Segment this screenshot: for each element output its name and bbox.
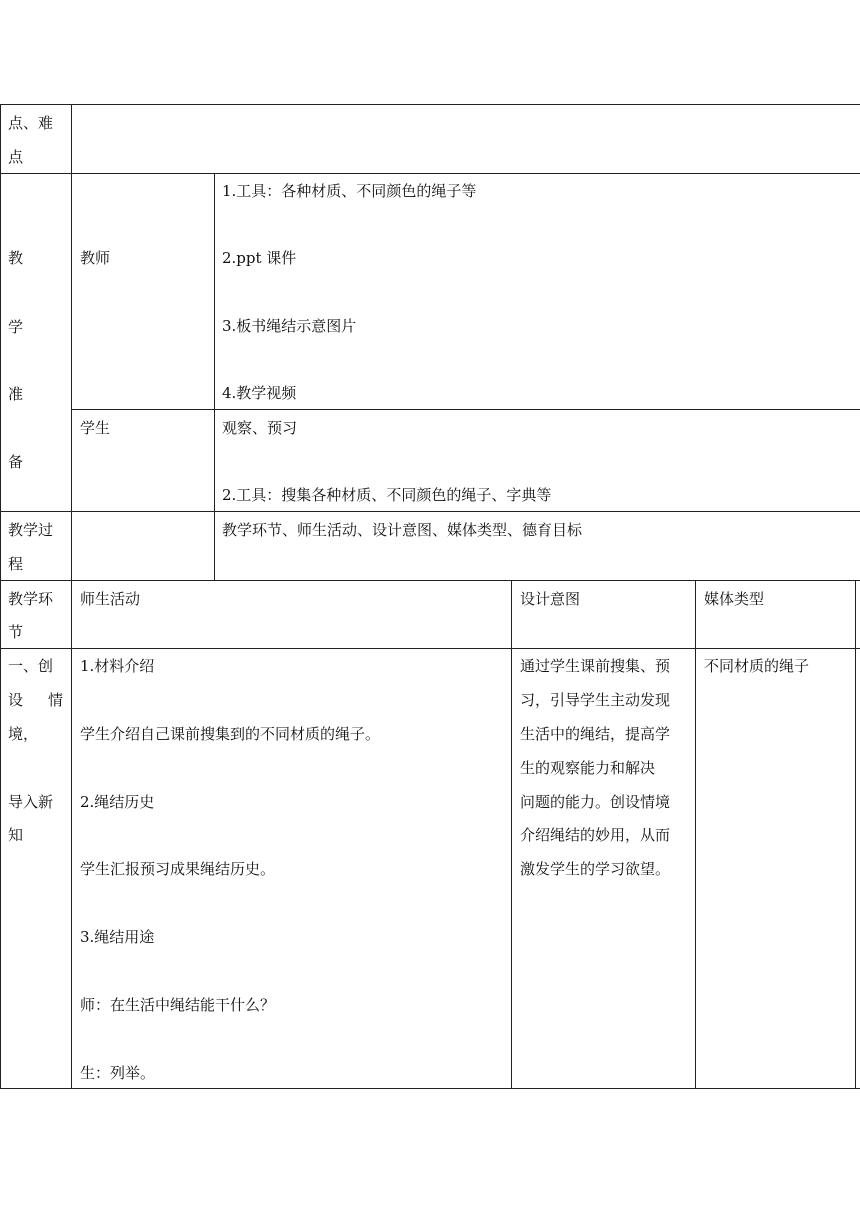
header-activities: 师生活动 bbox=[80, 590, 141, 608]
process-content: 教学环节、师生活动、设计意图、媒体类型、德育目标 bbox=[222, 521, 583, 539]
header-design: 设计意图 bbox=[520, 590, 581, 608]
difficulty-label-line2: 点 bbox=[8, 148, 24, 166]
prep-label-char-2: 学 bbox=[8, 318, 24, 336]
row-divider bbox=[0, 580, 860, 581]
student-item-2: 2.工具：搜集各种材质、不同颜色的绳子、字典等 bbox=[222, 486, 552, 504]
design-line-3: 生活中的绳结，提高学 bbox=[520, 725, 671, 743]
stage-line2b: 情 bbox=[48, 691, 64, 709]
design-line-4: 生的观察能力和解决 bbox=[520, 759, 656, 777]
teacher-item-3: 3.板书绳结示意图片 bbox=[222, 317, 357, 335]
stage-line5: 知 bbox=[8, 826, 24, 844]
header-media: 媒体类型 bbox=[704, 590, 765, 608]
activity-4: 学生汇报预习成果绳结历史。 bbox=[80, 860, 276, 878]
column-divider bbox=[214, 173, 215, 581]
activity-2: 学生介绍自己课前搜集到的不同材质的绳子。 bbox=[80, 725, 381, 743]
activity-6: 师：在生活中绳结能干什么？ bbox=[80, 996, 276, 1014]
activity-1: 1.材料介绍 bbox=[80, 657, 155, 675]
table-border-top bbox=[0, 104, 860, 105]
teacher-item-1: 1.工具：各种材质、不同颜色的绳子等 bbox=[222, 182, 477, 200]
row-divider bbox=[71, 409, 860, 410]
process-label-line2: 程 bbox=[8, 555, 24, 573]
prep-label-char-1: 教 bbox=[8, 249, 24, 267]
design-line-1: 通过学生课前搜集、预 bbox=[520, 657, 671, 675]
column-divider bbox=[855, 580, 856, 1089]
table-border-left bbox=[0, 104, 1, 1089]
stage-line2a: 设 bbox=[8, 691, 24, 709]
stage-line4: 导入新 bbox=[8, 793, 54, 811]
design-line-7: 激发学生的学习欲望。 bbox=[520, 860, 671, 878]
design-line-6: 介绍绳结的妙用，从而 bbox=[520, 826, 671, 844]
student-label: 学生 bbox=[80, 419, 111, 437]
activity-5: 3.绳结用途 bbox=[80, 928, 155, 946]
column-divider bbox=[71, 104, 72, 1089]
media-type: 不同材质的绳子 bbox=[704, 657, 810, 675]
header-stage-line1: 教学环 bbox=[8, 590, 54, 608]
process-label-line1: 教学过 bbox=[8, 521, 54, 539]
activity-3: 2.绳结历史 bbox=[80, 793, 155, 811]
teacher-item-2: 2.ppt 课件 bbox=[222, 249, 297, 267]
teacher-label: 教师 bbox=[80, 249, 111, 267]
activity-7: 生：列举。 bbox=[80, 1064, 156, 1082]
prep-label-char-4: 备 bbox=[8, 453, 24, 471]
student-item-1: 观察、预习 bbox=[222, 419, 298, 437]
stage-line1: 一、创 bbox=[8, 657, 54, 675]
difficulty-label-line1: 点、难 bbox=[8, 114, 54, 132]
stage-line3: 境， bbox=[8, 725, 39, 743]
teacher-item-4: 4.教学视频 bbox=[222, 384, 297, 402]
design-line-2: 习，引导学生主动发现 bbox=[520, 691, 671, 709]
design-line-5: 问题的能力。创设情境 bbox=[520, 793, 671, 811]
column-divider bbox=[695, 580, 696, 1089]
header-stage-line2: 节 bbox=[8, 623, 24, 641]
column-divider bbox=[511, 580, 512, 1089]
prep-label-char-3: 准 bbox=[8, 385, 24, 403]
